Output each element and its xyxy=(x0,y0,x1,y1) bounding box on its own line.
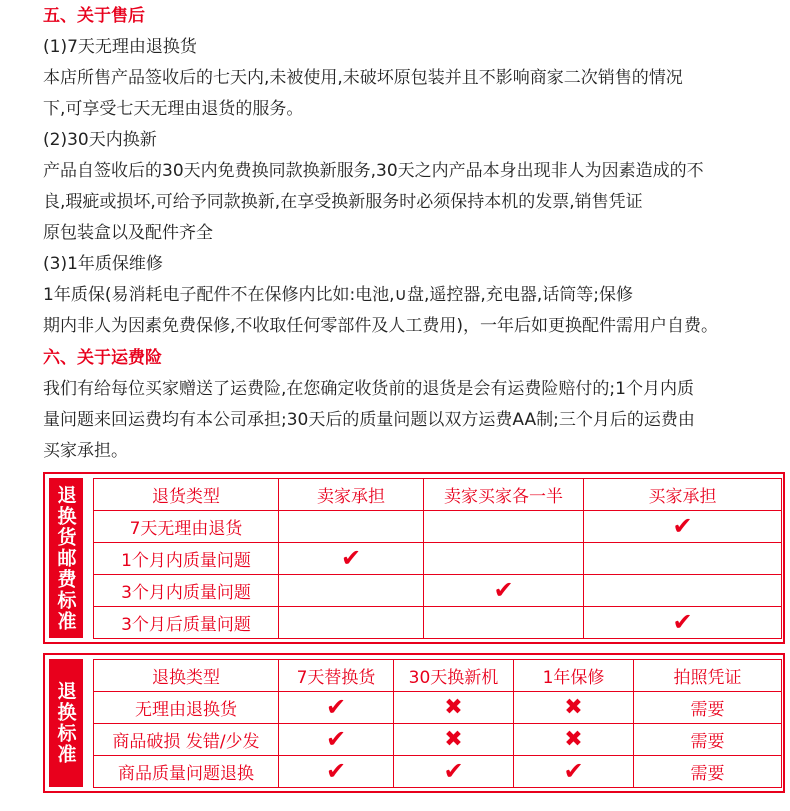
item2-line: 产品自签收后的30天内免费换同款换新服务,30天之内产品本身出现非人为因素造成的不 xyxy=(43,161,704,181)
header-cell: 退货类型 xyxy=(94,479,279,511)
mark-cell xyxy=(394,756,514,788)
mark-cell xyxy=(279,543,424,575)
item1-line: 本店所售产品签收后的七天内,未被使用,未破坏原包装并且不影响商家二次销售的情况 xyxy=(43,68,683,88)
proof-cell: 需要 xyxy=(634,724,782,756)
row-label: 3个月后质量问题 xyxy=(94,607,279,639)
header-cell: 卖家承担 xyxy=(279,479,424,511)
mark-cell xyxy=(584,607,782,639)
header-cell: 卖家买家各一半 xyxy=(424,479,584,511)
cross-icon: ✖ xyxy=(564,726,583,752)
row-label: 商品破损 发错/少发 xyxy=(94,724,279,756)
table-header-row xyxy=(94,479,782,511)
item3-heading: (3)1年质保维修 xyxy=(43,254,163,274)
mark-cell xyxy=(279,511,424,543)
item1-line: 下,可享受七天无理由退货的服务。 xyxy=(43,99,304,119)
shipping-cost-table-frame xyxy=(43,472,785,644)
row-label: 无理由退换货 xyxy=(94,692,279,724)
proof-cell: 需要 xyxy=(634,692,782,724)
cross-icon: ✖ xyxy=(444,726,463,752)
return-standard-side-label: 退换标准 xyxy=(49,659,83,787)
item3-line: 1年质保(易消耗电子配件不在保修内比如:电池,∪盘,遥控器,充电器,话筒等;保修 xyxy=(43,285,633,305)
cross-icon: ✖ xyxy=(564,694,583,720)
item2-heading: (2)30天内换新 xyxy=(43,130,157,150)
header-cell: 30天换新机 xyxy=(394,660,514,692)
mark-cell xyxy=(584,511,782,543)
table-row xyxy=(94,756,782,788)
item2-line: 原包装盒以及配件齐全 xyxy=(43,223,213,243)
header-cell: 7天替换货 xyxy=(279,660,394,692)
header-cell: 退换类型 xyxy=(94,660,279,692)
mark-cell xyxy=(424,511,584,543)
check-icon: ✔ xyxy=(325,725,347,753)
mark-cell xyxy=(424,607,584,639)
section6-line: 量问题来回运费均有本公司承担;30天后的质量问题以双方运费AA制;三个月后的运费由 xyxy=(43,410,695,430)
mark-cell xyxy=(584,543,782,575)
header-cell: 1年保修 xyxy=(514,660,634,692)
row-label: 商品质量问题退换 xyxy=(94,756,279,788)
check-icon: ✔ xyxy=(325,757,347,785)
after-sales-text xyxy=(43,0,783,467)
section6-line: 我们有给每位买家赠送了运费险,在您确定收货前的退货是会有运费险赔付的;1个月内质 xyxy=(43,379,694,399)
table-header-row xyxy=(94,660,782,692)
mark-cell xyxy=(424,543,584,575)
row-label: 3个月内质量问题 xyxy=(94,575,279,607)
mark-cell xyxy=(279,575,424,607)
mark-cell xyxy=(279,607,424,639)
table-row xyxy=(94,724,782,756)
header-cell: 买家承担 xyxy=(584,479,782,511)
mark-cell xyxy=(584,575,782,607)
mark-cell xyxy=(279,692,394,724)
check-icon: ✔ xyxy=(563,757,584,785)
cross-icon: ✖ xyxy=(444,694,463,720)
check-icon: ✔ xyxy=(493,576,514,604)
section5-title: 五、关于售后 xyxy=(43,6,145,26)
row-label: 7天无理由退货 xyxy=(94,511,279,543)
check-icon: ✔ xyxy=(672,512,693,540)
section6-title: 六、关于运费险 xyxy=(43,348,162,368)
mark-cell xyxy=(514,692,634,724)
section6-line: 买家承担。 xyxy=(43,441,128,461)
check-icon: ✔ xyxy=(340,544,362,572)
item3-line: 期内非人为因素免费保修,不收取任何零部件及人工费用)，一年后如更换配件需用户自费。 xyxy=(43,316,719,336)
item2-line: 良,瑕疵或损坏,可给予同款换新,在享受换新服务时必须保持本机的发票,销售凭证 xyxy=(43,192,643,212)
shipping-cost-side-label: 退换货邮费标准 xyxy=(49,478,83,638)
return-standard-table xyxy=(93,659,782,788)
mark-cell xyxy=(279,724,394,756)
check-icon: ✔ xyxy=(443,757,464,785)
mark-cell xyxy=(514,756,634,788)
shipping-cost-table xyxy=(93,478,782,639)
mark-cell xyxy=(394,692,514,724)
header-cell: 拍照凭证 xyxy=(634,660,782,692)
check-icon: ✔ xyxy=(325,693,347,721)
table-row xyxy=(94,543,782,575)
return-standard-table-frame xyxy=(43,653,785,793)
table-row xyxy=(94,575,782,607)
row-label: 1个月内质量问题 xyxy=(94,543,279,575)
mark-cell xyxy=(514,724,634,756)
mark-cell xyxy=(279,756,394,788)
check-icon: ✔ xyxy=(672,608,693,636)
proof-cell: 需要 xyxy=(634,756,782,788)
mark-cell xyxy=(394,724,514,756)
mark-cell xyxy=(424,575,584,607)
table-row xyxy=(94,607,782,639)
item1-heading: (1)7天无理由退换货 xyxy=(43,37,197,57)
table-row xyxy=(94,511,782,543)
table-row xyxy=(94,692,782,724)
